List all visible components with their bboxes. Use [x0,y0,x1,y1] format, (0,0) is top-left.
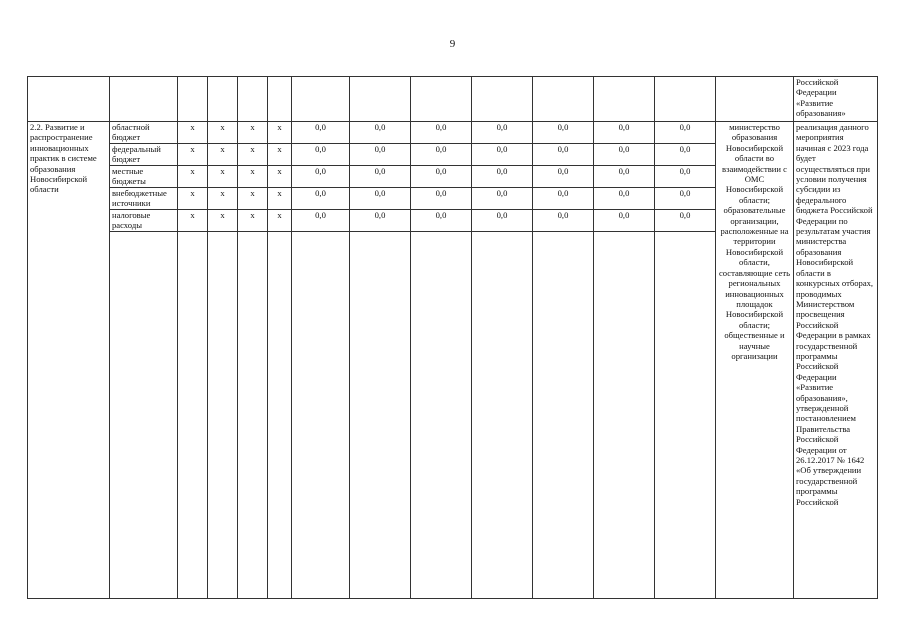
value-cell: 0,0 [411,122,472,144]
value-cell: 0,0 [350,210,411,232]
value-cell: 0,0 [472,210,533,232]
mark-cell: x [178,144,208,166]
mark-cell: x [268,166,292,188]
value-cell: 0,0 [594,166,655,188]
value-cell: 0,0 [472,144,533,166]
mark-cell: x [178,122,208,144]
value-cell: 0,0 [411,188,472,210]
mark-cell: x [238,166,268,188]
value-cell: 0,0 [411,144,472,166]
mark-cell: x [178,166,208,188]
mark-cell: x [238,122,268,144]
value-cell: 0,0 [594,122,655,144]
value-cell: 0,0 [533,122,594,144]
mark-cell: x [208,122,238,144]
mark-cell: x [208,188,238,210]
value-cell: 0,0 [472,188,533,210]
value-cell: 0,0 [292,210,350,232]
prev-result-cell: Российской Федерации «Развитие образования» [794,77,878,122]
value-cell: 0,0 [655,144,716,166]
mark-cell: x [178,210,208,232]
value-cell: 0,0 [533,144,594,166]
continuation-row [28,77,878,122]
value-cell: 0,0 [594,144,655,166]
mark-cell: x [268,144,292,166]
mark-cell: x [208,166,238,188]
value-cell: 0,0 [655,188,716,210]
mark-cell: x [238,210,268,232]
value-cell: 0,0 [655,210,716,232]
value-cell: 0,0 [411,210,472,232]
table-row [28,122,878,144]
executors-cell: министерство образования Новосибирской области во взаимодействии с ОМС Новосибирской области; образовательные организации, расположенные на территории Новосибирской области, составляющие сеть региональных инновационных площадок Новосибирской области; общественные и научные организации [716,122,794,599]
mark-cell: x [268,188,292,210]
page-number: 9 [449,38,456,50]
value-cell: 0,0 [655,166,716,188]
value-cell: 0,0 [472,122,533,144]
program-table [27,76,878,599]
value-cell: 0,0 [655,122,716,144]
value-cell: 0,0 [350,122,411,144]
source-name: налоговые расходы [110,210,178,232]
measure-cell: 2.2. Развитие и распространение инновационных практик в системе образования Новосибирской области [28,122,110,599]
value-cell: 0,0 [292,188,350,210]
value-cell: 0,0 [350,166,411,188]
value-cell: 0,0 [594,210,655,232]
value-cell: 0,0 [533,210,594,232]
value-cell: 0,0 [411,166,472,188]
value-cell: 0,0 [350,144,411,166]
value-cell: 0,0 [533,166,594,188]
source-name: федеральный бюджет [110,144,178,166]
mark-cell: x [178,188,208,210]
source-name: внебюджетные источники [110,188,178,210]
value-cell: 0,0 [472,166,533,188]
value-cell: 0,0 [594,188,655,210]
source-name: местные бюджеты [110,166,178,188]
result-cell: реализация данного мероприятия начиная с 2023 года будет осуществляться при условии получения субсидии из федерального бюджета Российской Федерации по результатам участия министерства образования Новосибирской области в конкурсных отборах, проводимых Министерством просвещения Российской Федерации в рамках государственной программы Российской Федерации «Развитие образования», утвержденной постановлением Правительства Российской Федерации от 26.12.2017 № 1642 «Об утверждении государственной программы Российской [794,122,878,599]
mark-cell: x [238,144,268,166]
mark-cell: x [208,144,238,166]
mark-cell: x [238,188,268,210]
value-cell: 0,0 [292,166,350,188]
mark-cell: x [268,210,292,232]
value-cell: 0,0 [533,188,594,210]
value-cell: 0,0 [292,122,350,144]
mark-cell: x [268,122,292,144]
value-cell: 0,0 [292,144,350,166]
mark-cell: x [208,210,238,232]
source-name: областной бюджет [110,122,178,144]
value-cell: 0,0 [350,188,411,210]
